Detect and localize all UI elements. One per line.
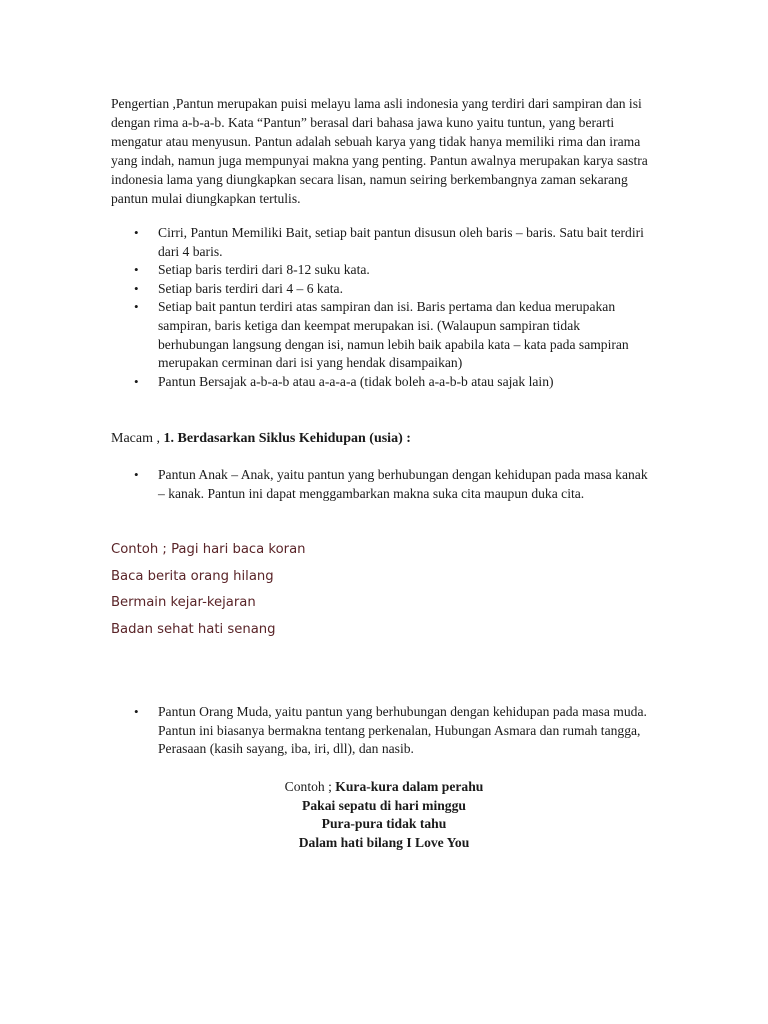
list-item-text: Setiap baris terdiri dari 4 – 6 kata. (158, 280, 343, 296)
anak-list (130, 466, 650, 503)
macam-heading-title: 1. Berdasarkan Siklus Kehidupan (usia) (163, 431, 403, 446)
list-item (130, 373, 650, 392)
bullet-icon: • (134, 280, 139, 296)
intro-paragraph: Pengertian ,Pantun merupakan puisi melayu lama asli indonesia yang terdiri dari sampiran dan isi dengan rima a-b-a-b. Kata “Pantun” berasal dari bahasa jawa kuno yaitu tuntun, yang berarti mengatur atau menyusun. Pantun adalah sebuah karya yang tidak hanya memiliki rima dan irama yang indah, namun juga mempunyai makna yang penting. Pantun awalnya merupakan karya sastra indonesia lama yang diungkapkan secara lisan, namun seiring berkembangnya zaman sekarang pantun mulai diungkapkan tertulis. (111, 96, 648, 206)
list-item-text: Pantun Orang Muda, yaitu pantun yang berhubungan dengan kehidupan pada masa muda. Pantun ini biasanya bermakna tentang perkenalan, Hubungan Asmara dan rumah tangga, Perasaan (kasih sayang, iba, iri, dll), dan nasib. (158, 704, 647, 757)
bullet-icon: • (134, 262, 139, 278)
anak-example (111, 540, 306, 646)
poem-line (0, 797, 768, 816)
poem-line-text: Kura-kura dalam perahu (335, 779, 484, 794)
bullet-icon: • (134, 225, 139, 240)
list-item (130, 224, 650, 261)
example-label: Contoh ; (111, 542, 172, 557)
muda-example (0, 778, 768, 852)
poem-line (0, 778, 768, 797)
poem-line (0, 815, 768, 834)
poem-line (0, 834, 768, 853)
list-item-text: Cirri, Pantun Memiliki Bait, setiap bait pantun disusun oleh baris – baris. Satu bait terdiri dari 4 baris. (158, 225, 644, 259)
poem-line-text: Dalam hati bilang I Love You (298, 834, 470, 850)
bullet-icon: • (134, 467, 139, 482)
muda-list (130, 703, 650, 759)
poem-line-text: Pagi hari baca koran (171, 542, 306, 557)
poem-line-text: Pura-pura tidak tahu (321, 816, 447, 831)
list-item (130, 261, 650, 280)
poem-line-text: Pakai sepatu di hari minggu (302, 797, 466, 813)
macam-suffix: : (402, 431, 411, 446)
poem-line: Baca berita orang hilang (111, 568, 274, 584)
list-item-text: Setiap baris terdiri dari 8-12 suku kata. (158, 262, 370, 278)
list-item-text: Pantun Anak – Anak, yaitu pantun yang berhubungan dengan kehidupan pada masa kanak – kanak. Pantun ini dapat menggambarkan makna suka cita maupun duka cita. (158, 467, 648, 501)
macam-prefix: Macam , (111, 431, 164, 446)
list-item-text: Pantun Bersajak a-b-a-b atau a-a-a-a (tidak boleh a-a-b-b atau sajak lain) (158, 373, 554, 389)
macam-heading (111, 431, 411, 447)
bullet-icon: • (134, 704, 139, 719)
list-item (130, 466, 650, 503)
example-label: Contoh ; (284, 779, 336, 794)
list-item (130, 280, 650, 299)
bullet-icon: • (134, 373, 139, 389)
list-item-text: Setiap bait pantun terdiri atas sampiran dan isi. Baris pertama dan kedua merupakan sampiran, baris ketiga dan keempat merupakan isi. (Walaupun sampiran tidak berhubungan langsung dengan isi, namun lebih baik apabila kata – kata pada sampiran merupakan cerminan dari isi yang hendak disampaikan) (158, 299, 629, 371)
poem-line: Bermain kejar-kejaran (111, 595, 256, 610)
poem-line: Badan sehat hati senang (111, 621, 276, 637)
ciri-list (130, 224, 650, 391)
bullet-icon: • (134, 299, 139, 315)
poem-line (111, 540, 306, 567)
list-item (130, 298, 650, 372)
list-item (130, 703, 650, 759)
